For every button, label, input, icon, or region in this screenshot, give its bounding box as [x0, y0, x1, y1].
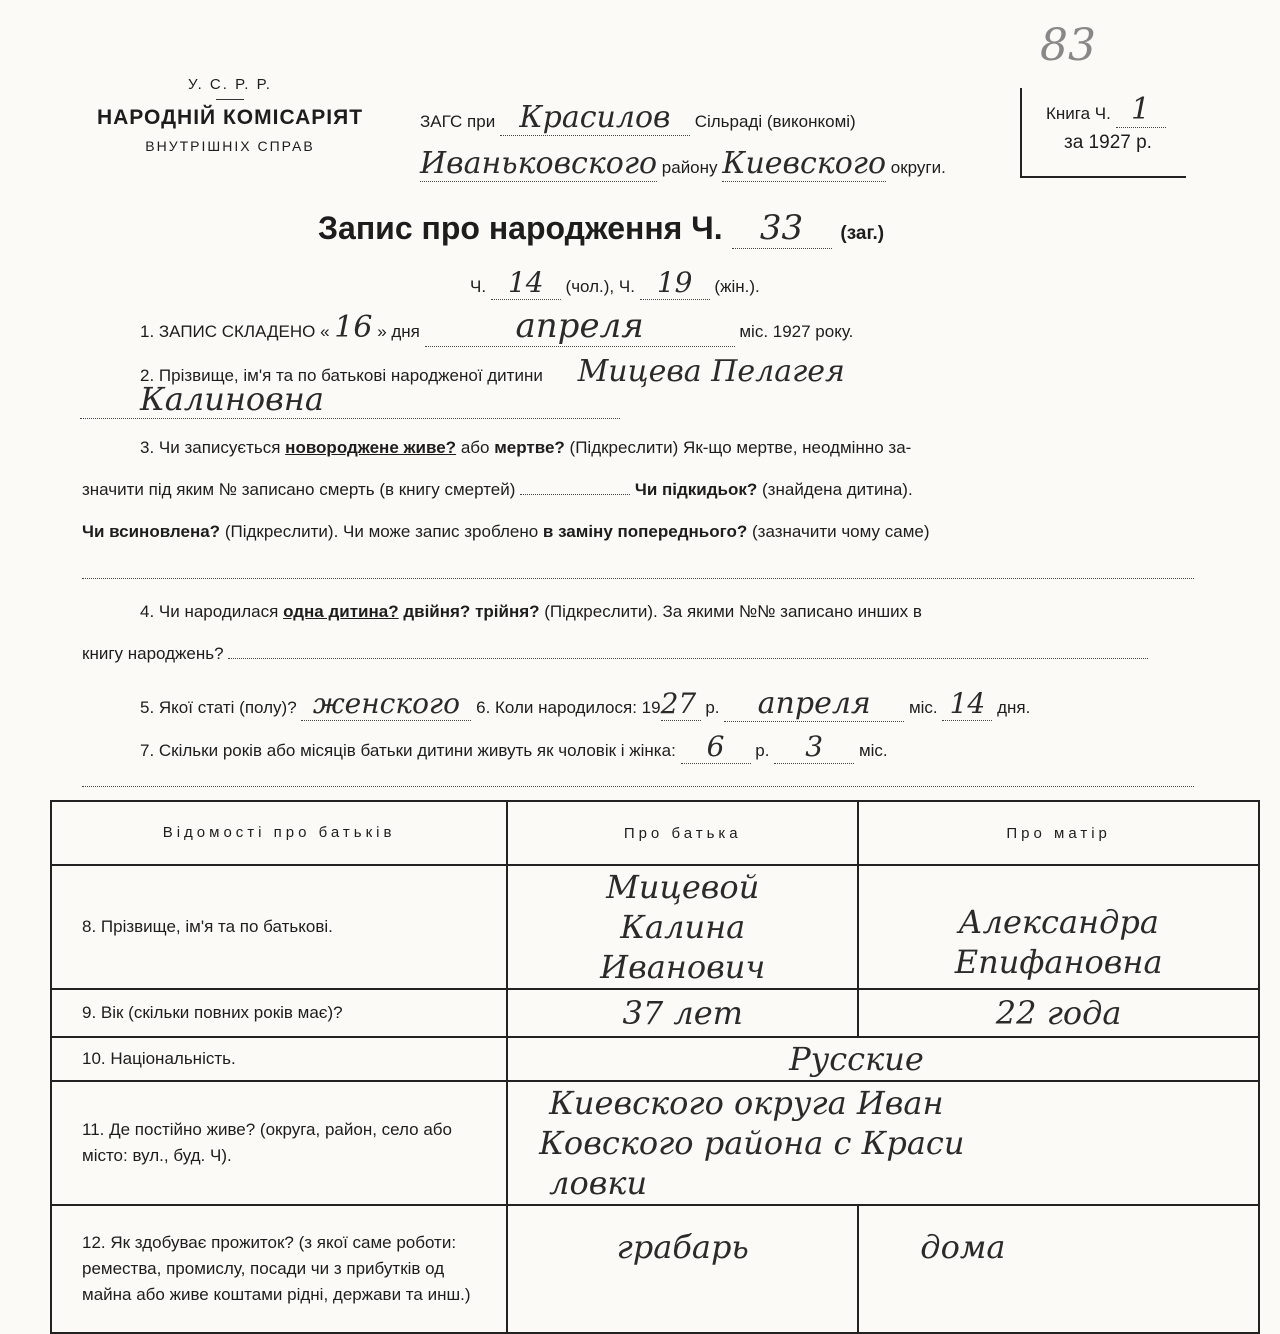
q2-label: 2. Прізвище, ім'я та по батькові народженої дитини: [140, 366, 543, 385]
q1-prefix: 1. ЗАПИС СКЛАДЕНО «: [140, 322, 330, 341]
q7-years-value: 6: [681, 730, 751, 764]
zags-line-1: [420, 100, 856, 136]
q3-foundling-option: Чи підкидьок?: [634, 480, 758, 499]
village-suffix: Сільраді (виконкомі): [694, 112, 856, 131]
q5-label: 5. Якої статі (полу)?: [140, 698, 297, 717]
record-number-value: 33: [732, 208, 832, 249]
q4-twins-option: двійня?: [403, 602, 471, 621]
q3-blank-line: [82, 578, 1194, 579]
child-name-value: Мицева Пелагея: [577, 354, 845, 389]
father-surname: Мицевой: [606, 868, 760, 906]
q3-text-e: (Підкреслити) Як-що мертве, неодмінно за-: [569, 438, 912, 457]
q4-text-e: (Підкреслити). За якими №№ записано инших в: [544, 602, 922, 621]
okrug-suffix: округи.: [890, 158, 946, 177]
q4-text-2: книгу народжень?: [82, 644, 224, 663]
zags-prefix: ЗАГС при: [420, 112, 496, 131]
archive-mark: 83: [1040, 20, 1096, 71]
q3-text-3d: (зазначити чому саме): [751, 522, 930, 541]
q3-text-c: або: [460, 438, 490, 457]
q4-line-2: [82, 644, 1148, 664]
q7-blank-line: [82, 786, 1194, 787]
mother-age-cell: [858, 989, 1259, 1037]
zags-line-2: [420, 146, 946, 182]
father-occupation: грабарь: [616, 1228, 749, 1266]
q7-label: 7. Скільки років або місяців батьки дитини живуть як чоловік і жінка:: [140, 741, 676, 760]
nationality-value: Русские: [789, 1040, 924, 1078]
book-box: [1020, 88, 1186, 178]
table-row: [51, 1081, 1259, 1205]
q1-line: [140, 306, 853, 347]
mother-age: 22 года: [995, 994, 1122, 1032]
residence-cell: [507, 1081, 1259, 1205]
ministry-header: [80, 76, 380, 154]
parents-table: [50, 800, 1260, 1334]
female-count-value: 19: [640, 266, 710, 300]
district-value: Иваньковского: [420, 146, 658, 181]
row-label-residence: 11. Де постійно живе? (округа, район, село або місто: вул., буд. Ч).: [51, 1081, 507, 1205]
q4-triplets-option: трійня?: [475, 602, 540, 621]
residence-line-2: Ковского района с Краси: [539, 1124, 965, 1162]
mother-name-cell: [858, 865, 1259, 989]
q6-day-label: дня.: [997, 698, 1031, 717]
record-title: [318, 208, 884, 249]
department-label: ВНУТРІШНІХ СПРАВ: [145, 138, 315, 154]
nationality-cell: [507, 1037, 1259, 1081]
q3-death-number-blank: [520, 494, 630, 495]
book-label: Книга Ч.: [1046, 104, 1111, 123]
mother-patronymic: Епифановна: [954, 943, 1163, 981]
father-age: 37 лет: [622, 994, 743, 1032]
title-text: Запис про народження Ч.: [318, 210, 723, 246]
father-name-cell: [507, 865, 858, 989]
male-count-value: 14: [491, 266, 561, 300]
residence-line-1: Киевского округа Иван: [549, 1084, 944, 1122]
mother-occupation-cell: [858, 1205, 1259, 1333]
q6-day-value: 14: [942, 687, 992, 721]
gender-counts: [470, 266, 760, 300]
q1-day-value: 16: [334, 310, 373, 345]
q6-r-label: р.: [705, 698, 720, 717]
q3-alive-option: новороджене живе?: [285, 438, 457, 457]
table-row: [51, 1037, 1259, 1081]
header-info: Відомості про батьків: [51, 801, 507, 865]
father-occupation-cell: [507, 1205, 858, 1333]
q4-single-option: одна дитина?: [283, 602, 399, 621]
q3-text-2c: (знайдена дитина).: [762, 480, 913, 499]
q7-months-label: міс.: [858, 741, 888, 760]
q3-replacement-option: в заміну попереднього?: [542, 522, 748, 541]
q4-text-a: 4. Чи народилася: [140, 602, 279, 621]
q3-line-2: [82, 480, 913, 500]
village-value: Красилов: [500, 100, 690, 136]
q3-text-3b: (Підкреслити). Чи може запис зроблено: [224, 522, 539, 541]
row-label-nationality: 10. Національність.: [51, 1037, 507, 1081]
mother-firstname: Александра: [958, 903, 1159, 941]
q3-line-1: [140, 438, 911, 458]
q5-q6-line: [140, 686, 1030, 722]
q4-blank: [228, 658, 1148, 659]
title-suffix: (заг.): [840, 223, 885, 244]
q5-sex-value: женского: [301, 687, 471, 721]
q3-text-a: 3. Чи записується: [140, 438, 281, 457]
divider: [216, 99, 244, 100]
q3-dead-option: мертве?: [494, 438, 565, 457]
q7-years-label: р.: [755, 741, 770, 760]
q6-label: 6. Коли народилося: 19: [476, 698, 661, 717]
child-patronymic-value: Калиновна: [140, 380, 324, 418]
table-row: [51, 989, 1259, 1037]
q3-line-3: [82, 522, 930, 542]
q3-adopted-option: Чи всиновлена?: [82, 522, 221, 541]
male-label: (чол.), Ч.: [565, 277, 635, 296]
district-suffix: району: [661, 158, 718, 177]
mother-occupation: дома: [920, 1228, 1006, 1266]
q6-month-value: апреля: [724, 686, 904, 722]
q2-line-2: [80, 380, 620, 419]
female-label: (жін.).: [714, 277, 760, 296]
q7-months-value: 3: [774, 730, 854, 764]
q1-suffix: міс. 1927 року.: [739, 322, 854, 341]
row-label-name: 8. Прізвище, ім'я та по батькові.: [51, 865, 507, 989]
q6-year-value: 27: [661, 687, 701, 721]
table-row: [51, 865, 1259, 989]
row-label-occupation: 12. Як здобуває прожиток? (з якої саме роботи: ремества, промислу, посади чи з прибутків од майна або живе коштами рідні, держави та инш.): [51, 1205, 507, 1333]
book-number-line: [1046, 92, 1166, 128]
row-label-age: 9. Вік (скільки повних років має)?: [51, 989, 507, 1037]
male-prefix: Ч.: [470, 277, 487, 296]
table-header-row: [51, 801, 1259, 865]
q1-month-value: апреля: [425, 306, 735, 347]
residence-line-3: ловки: [549, 1164, 648, 1202]
father-patronymic: Иванович: [600, 948, 766, 986]
book-number-value: 1: [1116, 92, 1166, 128]
father-firstname: Калина: [620, 908, 746, 946]
header-mother: Про матір: [858, 801, 1259, 865]
okrug-value: Киевского: [722, 146, 887, 181]
q1-mid: » дня: [377, 322, 420, 341]
q7-line: [140, 730, 888, 764]
header-father: Про батька: [507, 801, 858, 865]
q3-text-2a: значити під яким № записано смерть (в книгу смертей): [82, 480, 516, 499]
father-age-cell: [507, 989, 858, 1037]
table-row: [51, 1205, 1259, 1333]
republic-label: У. С. Р. Р.: [188, 76, 272, 93]
commissariat-label: НАРОДНІЙ КОМІСАРІЯТ: [96, 106, 364, 129]
q4-line-1: [140, 602, 922, 622]
book-year: за 1927 р.: [1064, 132, 1152, 153]
q6-mis-label: міс.: [908, 698, 938, 717]
